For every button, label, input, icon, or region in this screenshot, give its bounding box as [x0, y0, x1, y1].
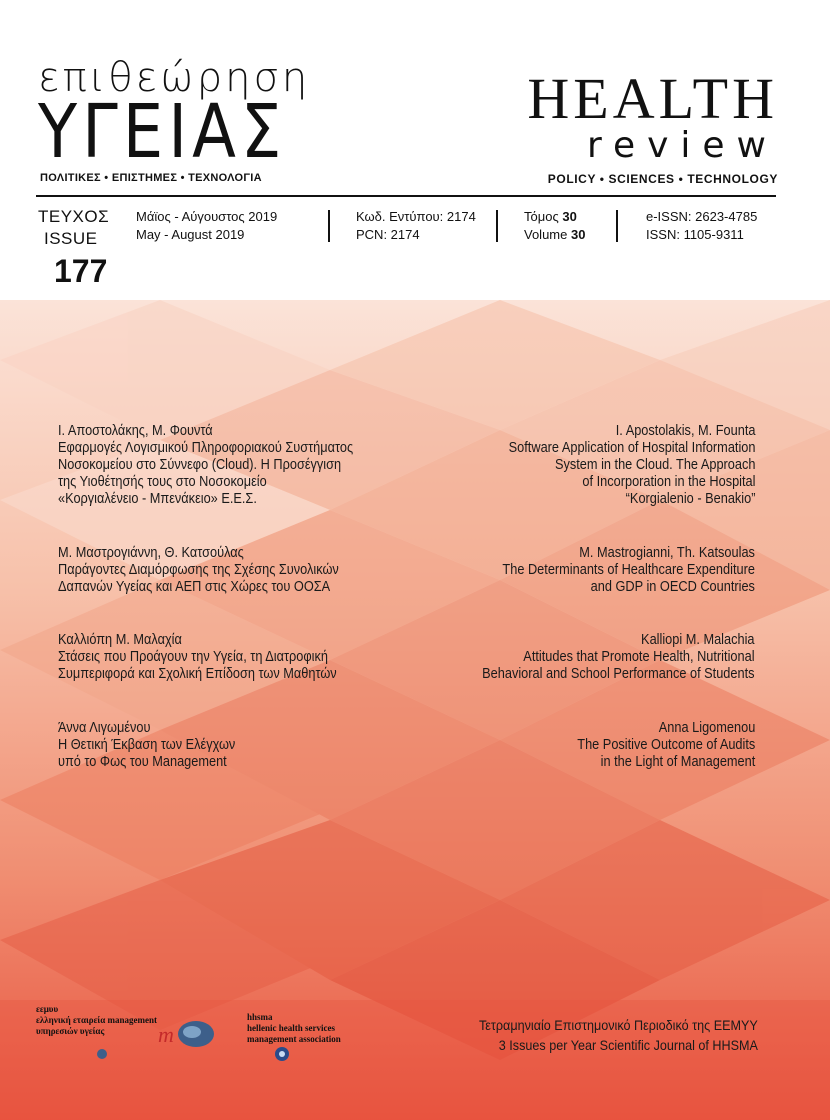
eissn: e-ISSN: 2623-4785: [646, 209, 758, 224]
article-gr-2[interactable]: [58, 545, 339, 596]
issn: ISSN: 1105-9311: [646, 227, 744, 242]
article-gr-3[interactable]: [58, 632, 337, 683]
english-title-bottom: review: [586, 125, 778, 166]
article-authors: I. Apostolakis, M. Founta: [615, 423, 755, 439]
info-separator: [616, 210, 618, 242]
article-authors: Μ. Μαστρογιάννη, Θ. Κατσούλας: [58, 545, 244, 561]
article-title-line: of Incorporation in the Hospital: [581, 474, 755, 490]
tagline-english: 3 Issues per Year Scientific Journal of HHSMA: [498, 1037, 758, 1053]
greek-title-main: ΥΓΕΙΑΣ: [38, 90, 287, 176]
article-title-line: Νοσοκομείου στο Σύννεφο (Cloud). Η Προσέγγιση: [58, 457, 342, 473]
code-greek: Κωδ. Εντύπου: 2174: [356, 209, 476, 224]
article-authors: Anna Ligomenou: [658, 720, 755, 736]
article-gr-1[interactable]: [58, 423, 353, 508]
svg-text:m: m: [158, 1022, 174, 1047]
english-subtitle: POLICY • SCIENCES • TECHNOLOGY: [547, 172, 778, 186]
volume-greek: Τόμος 30: [524, 209, 577, 224]
issue-dates: [136, 208, 277, 244]
article-en-4[interactable]: [577, 720, 755, 771]
greek-subtitle: ΠΟΛΙΤΙΚΕΣ • ΕΠΙΣΤΗΜΕΣ • ΤΕΧΝΟΛΟΓΙΑ: [40, 172, 262, 184]
hhsma-logo-text: hhsma hellenic health services management association: [247, 1012, 341, 1044]
header-divider: [36, 195, 776, 197]
code-english: PCN: 2174: [356, 227, 420, 242]
article-title-line: Behavioral and School Performance of Students: [482, 666, 755, 682]
article-title-line: Software Application of Hospital Information: [508, 440, 755, 456]
article-en-3[interactable]: [483, 632, 755, 683]
article-title-line: Εφαρμογές Λογισμικού Πληροφοριακού Συστήματος: [58, 440, 354, 456]
greek-title-top: επιθεώρηση: [38, 55, 311, 101]
article-title-line: Δαπανών Υγείας και ΑΕΠ στις Χώρες του ΟΟΣΑ: [58, 579, 331, 595]
issue-number: 177: [54, 253, 108, 289]
article-authors: Καλλιόπη Μ. Μαλαχία: [58, 632, 182, 648]
article-title-line: and GDP in OECD Countries: [590, 579, 755, 595]
tagline-greek: Τετραμηνιαίο Επιστημονικό Περιοδικό της ΕΕΜΥΥ: [479, 1017, 758, 1033]
article-title-line: Παράγοντες Διαμόρφωσης της Σχέσης Συνολικών: [58, 562, 339, 578]
english-title-main: HEALTH: [527, 66, 778, 131]
article-title-line: The Positive Outcome of Audits: [576, 737, 755, 753]
article-title-line: Η Θετική Έκβαση των Ελέγχων: [58, 737, 236, 753]
article-en-2[interactable]: [502, 545, 755, 596]
international-badge-icon: [274, 1046, 290, 1062]
article-gr-4[interactable]: [58, 720, 235, 771]
article-en-1[interactable]: [508, 423, 755, 508]
issue-issn: [646, 208, 757, 244]
article-authors: Kalliopi M. Malachia: [641, 632, 755, 648]
association-logo-icon: [152, 1016, 216, 1056]
article-title-line: υπό το Φως του Management: [58, 754, 227, 770]
volume-english: Volume 30: [524, 227, 586, 242]
article-title-line: “Korgialenio - Benakio”: [625, 491, 755, 507]
article-authors: Άννα Λιγωμένου: [58, 720, 151, 736]
issue-label-english: ISSUE: [44, 229, 98, 248]
eemyy-logo-text: εεμυυ ελληνική εταιρεία management υπηρεσιών υγείας: [36, 1004, 157, 1036]
info-separator: [496, 210, 498, 242]
issue-label-greek: ΤΕΥΧΟΣ: [38, 207, 110, 226]
article-title-line: της Υιοθέτησής τους στο Νοσοκομείο: [58, 474, 267, 490]
article-title-line: in the Light of Management: [600, 754, 755, 770]
article-title-line: Συμπεριφορά και Σχολική Επίδοση των Μαθητών: [58, 666, 337, 682]
article-authors: Ι. Αποστολάκης, Μ. Φουντά: [58, 423, 213, 439]
date-english: May - August 2019: [136, 227, 245, 242]
article-title-line: Attitudes that Promote Health, Nutritional: [523, 649, 755, 665]
article-title-line: «Κοργιαλένειο - Μπενάκειο» Ε.Ε.Σ.: [58, 491, 257, 507]
info-separator: [328, 210, 330, 242]
article-authors: M. Mastrogianni, Th. Katsoulas: [579, 545, 755, 561]
article-title-line: System in the Cloud. The Approach: [554, 457, 755, 473]
article-title-line: The Determinants of Healthcare Expenditure: [502, 562, 755, 578]
issue-codes: [356, 208, 476, 244]
date-greek: Μάϊος - Αύγουστος 2019: [136, 209, 278, 224]
issue-volume: [524, 208, 585, 244]
article-title-line: Στάσεις που Προάγουν την Υγεία, τη Διατροφική: [58, 649, 328, 665]
member-badge-icon: [96, 1048, 108, 1060]
